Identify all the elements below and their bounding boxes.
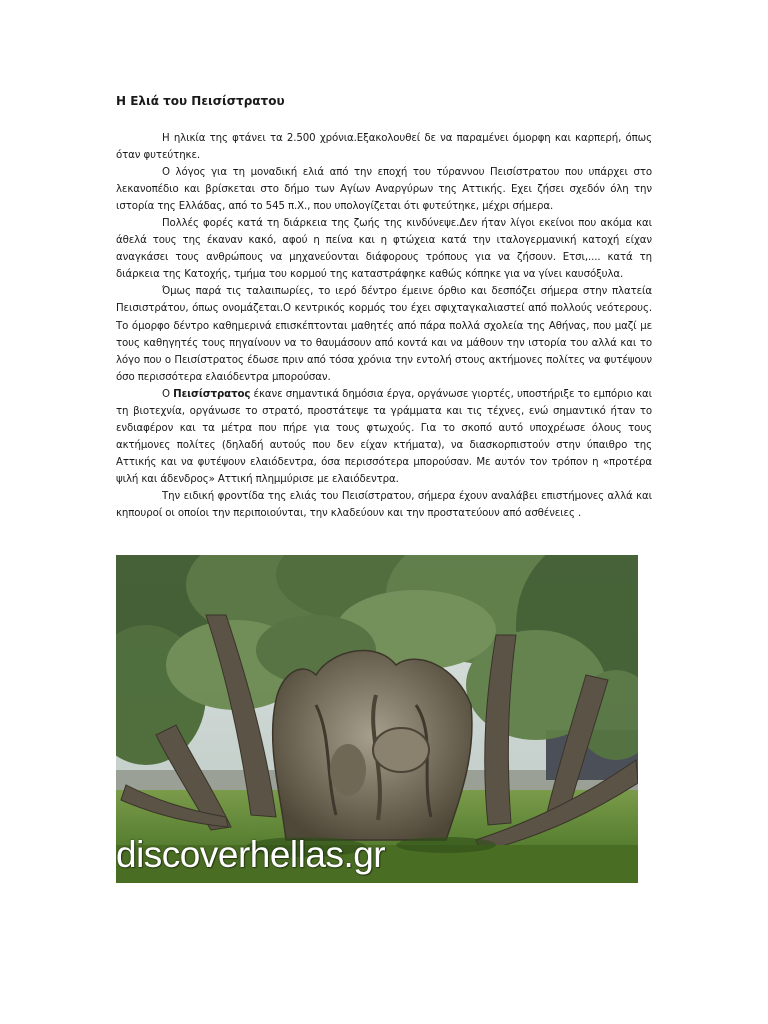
watermark-text: discoverhellas.gr (116, 834, 386, 875)
paragraph-care: Την ειδική φροντίδα της ελιάς του Πεισίστρατου, σήμερα έχουν αναλάβει επιστήμονες αλλά και κηπουροί οι οποίοι την περιποιούνται, την κλαδεύουν και την προστατεύουν από ασθένειες . (116, 490, 652, 520)
olive-tree-photo (116, 555, 638, 883)
document-title: Η Ελιά του Πεισίστρατου (116, 94, 285, 108)
paragraph-peisistratos (116, 386, 652, 488)
paragraph-age: Η ηλικία της φτάνει τα 2.500 χρόνια.Εξακολουθεί δε να παραμένει όμορφη και καρπερή, όπως όταν φυτεύτηκε. (116, 133, 652, 162)
p5-rest: έκανε σημαντικά δημόσια έργα, οργάνωσε γιορτές, υποστήριξε το εμπόριο και τη βιοτεχνία, οργάνωσε το στρατό, προστάτεψε τα γράμματα και τις τέχνες, ενώ σημαντικό ήταν το ενδιαφέρον και τα μέτρα που πήρε για τους φτωχούς. Για το σκοπό αυτό υποχρέωσε όλους τους ακτήμονες πολίτες (δηλαδή αυτούς που δεν είχαν κτήματα), να διασκορπιστούν στην ύπαιθρο της Αττικής και να φυτέψουν ελαιόδεντρα, όσα περισσότερα μπορούσαν. Με αυτόν τον τρόπον η «προτέρα ψιλή και άδενδρος» Αττική πλημμύρισε με ελαιόδεντρα. (116, 388, 652, 485)
paragraph-dangers: Πολλές φορές κατά τη διάρκεια της ζωής της κινδύνεψε.Δεν ήταν λίγοι εκείνοι που ακόμα και άθελά τους της έκαναν κακό, αφού η πείνα και η φτώχεια κατά την ιταλογερμανική κατοχή είχαν αναγκάσει τους ανθρώπους να μηχανεύονται διάφορους τρόπους για να ζήσουν. Ετσι,.... κατά τη διάρκεια της Κατοχής, τμήμα του κορμού της καταστράφηκε καθώς κόπηκε για να γίνει καυσόξυλα. (116, 218, 652, 281)
paragraph-history: Ο λόγος για τη μοναδική ελιά από την εποχή του τύραννου Πεισίστρατου που υπάρχει στο λεκανοπέδιο και βρίσκεται στο δήμο των Αγίων Αναργύρων της Αττικής. Εχει ζήσει σχεδόν όλη την ιστορία της Ελλάδας, από το 545 π.Χ., που υπολογίζεται ότι φυτεύτηκε, μέχρι σήμερα. (116, 167, 652, 213)
p5-pre: Ο (162, 388, 174, 400)
p5-bold-name: Πεισίστρατος (173, 388, 251, 400)
document-body (116, 130, 652, 522)
paragraph-survival: Όμως παρά τις ταλαιπωρίες, το ιερό δέντρο έμεινε όρθιο και δεσπόζει σήμερα στην πλατεία Πεισιστράτου, όπως ονομάζεται.Ο κεντρικός κορμός του έχει σφιχταγκαλιαστεί από πολλούς νεότερους. Το όμορφο δέντρο καθημερινά επισκέπτονται μαθητές από πάρα πολλά σχολεία της Αθήνας, που μαζί με τους καθηγητές τους πηγαίνουν να το θαυμάσουν από κοντά και να μάθουν την ιστορία του αλλά και το λόγο που ο Πεισίστρατος έδωσε πριν από τόσα χρόνια την εντολή στους ακτήμονες πολίτες να φυτέψουν όσο περισσότερα ελαιόδεντρα μπορούσαν. (116, 286, 652, 383)
